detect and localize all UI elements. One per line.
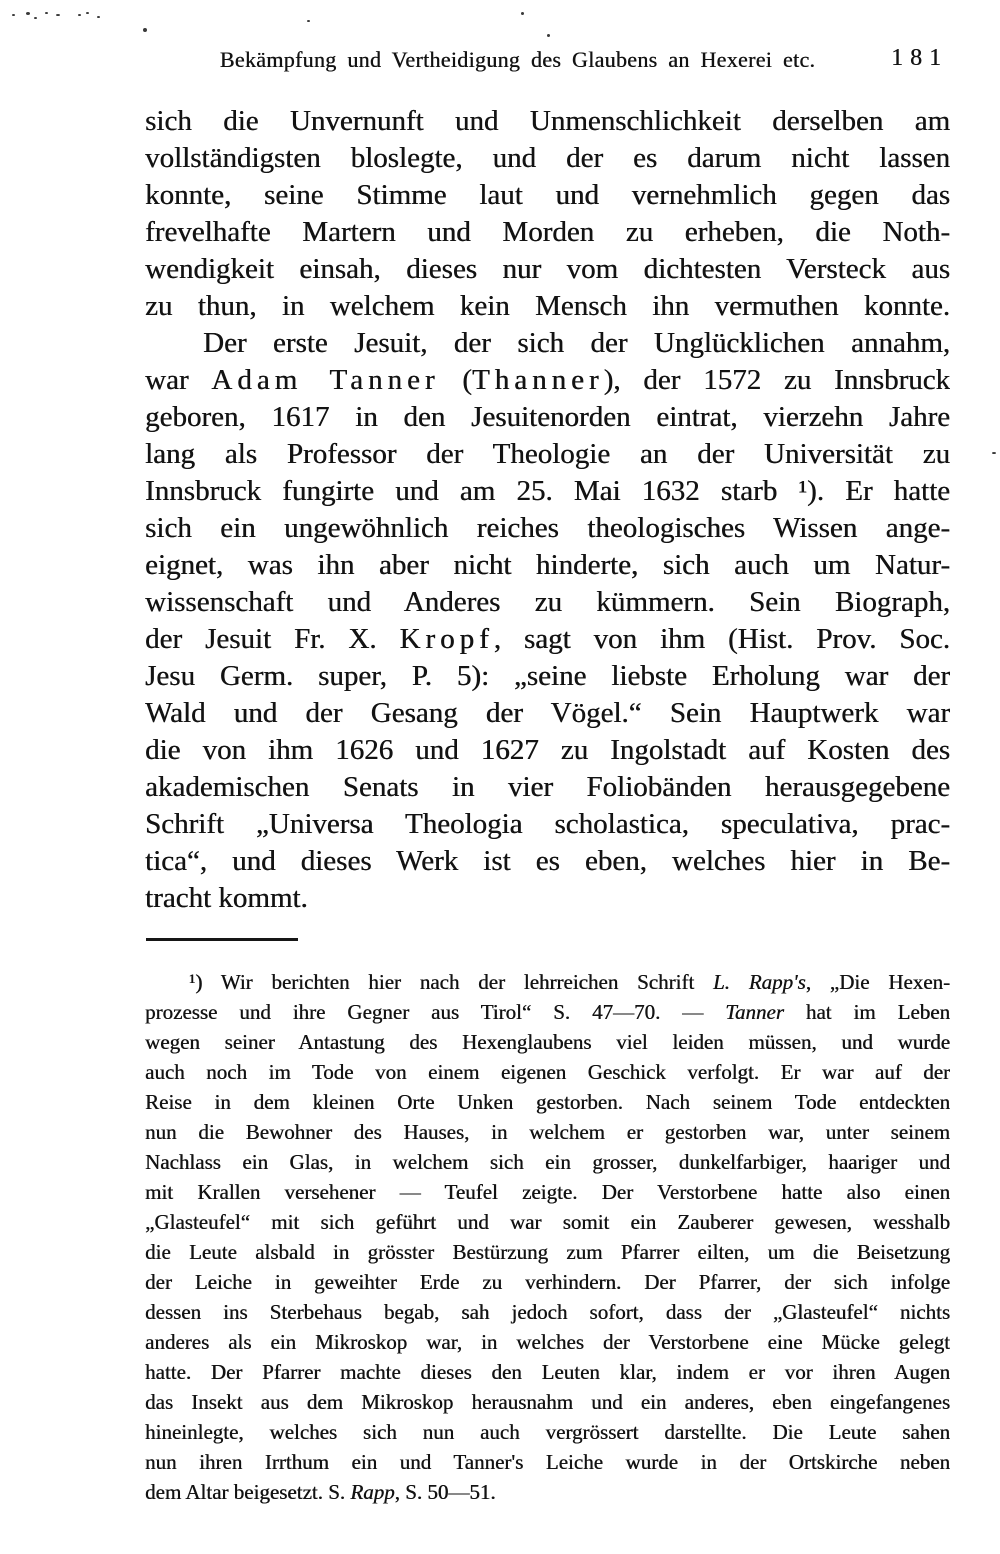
text-run: ( bbox=[439, 364, 472, 396]
scan-speck bbox=[143, 28, 147, 32]
text-run: Schrift „Universa Theologia scholastica, speculativa, prac- bbox=[145, 808, 950, 840]
scan-speck bbox=[521, 12, 524, 15]
text-line bbox=[145, 695, 950, 732]
text-line bbox=[145, 1297, 950, 1327]
text-line bbox=[145, 880, 950, 917]
text-line bbox=[145, 473, 950, 510]
text-run: tracht kommt. bbox=[145, 882, 308, 914]
scan-speck bbox=[26, 12, 30, 15]
text-run: prozesse und ihre Gegner aus Tirol“ S. 47—70. — bbox=[145, 1000, 726, 1024]
text-run: die Leute alsbald in grösster Bestürzung zum Pfarrer eilten, um die Beisetzung bbox=[145, 1240, 950, 1264]
text-run: zu thun, in welchem kein Mensch ihn vermuthen konnte. bbox=[145, 290, 950, 322]
text-run: tica“, und dieses Werk ist es eben, welches hier in Be- bbox=[145, 845, 950, 877]
text-run: die von ihm 1626 und 1627 zu Ingolstadt auf Kosten des bbox=[145, 734, 950, 766]
scan-speck bbox=[992, 452, 996, 454]
text-line bbox=[145, 362, 950, 399]
footnote-divider bbox=[146, 938, 298, 941]
text-line bbox=[145, 1177, 950, 1207]
letterspaced-name: Kropf bbox=[399, 623, 494, 655]
text-run: hat im Leben bbox=[783, 1000, 950, 1024]
text-line bbox=[145, 103, 950, 140]
text-line bbox=[145, 1477, 950, 1507]
text-run: der Jesuit Fr. X. bbox=[145, 623, 400, 655]
text-line bbox=[145, 732, 950, 769]
text-run: Jesu Germ. super, P. 5): „seine liebste Erholung war der bbox=[145, 660, 950, 692]
text-line bbox=[145, 1057, 950, 1087]
text-run: war bbox=[145, 364, 212, 396]
scan-speck bbox=[307, 20, 310, 22]
text-line bbox=[145, 510, 950, 547]
page-header bbox=[145, 47, 950, 79]
text-line bbox=[145, 1417, 950, 1447]
text-line bbox=[145, 1117, 950, 1147]
text-line bbox=[145, 177, 950, 214]
italic-text: L. Rapp's bbox=[712, 970, 806, 994]
letterspaced-name: Adam Tanner bbox=[211, 364, 440, 396]
text-line bbox=[145, 140, 950, 177]
text-run: eignet, was ihn aber nicht hinderte, sich auch um Natur- bbox=[145, 549, 950, 581]
text-run: mit Krallen versehener — Teufel zeigte. Der Verstorbene hatte also einen bbox=[145, 1180, 950, 1204]
text-run: Der erste Jesuit, der sich der Unglücklichen annahm, bbox=[203, 327, 950, 359]
text-line bbox=[145, 436, 950, 473]
text-run: anderes als ein Mikroskop war, in welches der Verstorbene eine Mücke gelegt bbox=[145, 1330, 950, 1354]
scan-speck bbox=[45, 12, 48, 14]
text-run: , S. 50—51. bbox=[394, 1480, 496, 1504]
text-line bbox=[145, 251, 950, 288]
text-run: nun ihren Irrthum ein und Tanner's Leiche wurde in der Ortskirche neben bbox=[145, 1450, 950, 1474]
text-run: geboren, 1617 in den Jesuitenorden eintrat, vierzehn Jahre bbox=[145, 401, 950, 433]
text-line bbox=[145, 843, 950, 880]
text-line bbox=[145, 1027, 950, 1057]
text-run: lang als Professor der Theologie an der Universität zu bbox=[145, 438, 950, 470]
text-run: hatte. Der Pfarrer machte dieses den Leuten klar, indem er vor ihren Augen bbox=[145, 1360, 950, 1384]
text-run: , sagt von ihm (Hist. Prov. Soc. bbox=[493, 623, 950, 655]
text-line bbox=[145, 621, 950, 658]
text-line bbox=[145, 806, 950, 843]
text-run: Wald und der Gesang der Vögel.“ Sein Hauptwerk war bbox=[145, 697, 950, 729]
scan-speck bbox=[97, 16, 100, 18]
text-run: das Insekt aus dem Mikroskop herausnahm und ein anderes, eben eingefangenes bbox=[145, 1390, 950, 1414]
text-run: , „Die Hexen- bbox=[805, 970, 950, 994]
text-line bbox=[145, 769, 950, 806]
text-run: sich die Unvernunft und Unmenschlichkeit derselben am bbox=[145, 105, 950, 137]
text-run: frevelhafte Martern und Morden zu erheben, die Noth- bbox=[145, 216, 950, 248]
text-run: vollständigsten bloslegte, und der es darum nicht lassen bbox=[145, 142, 950, 174]
text-run: ), der 1572 zu Innsbruck bbox=[603, 364, 950, 396]
text-run: konnte, seine Stimme laut und vernehmlich gegen das bbox=[145, 179, 950, 211]
text-run: wegen seiner Antastung des Hexenglaubens viel leiden müssen, und wurde bbox=[145, 1030, 950, 1054]
text-line bbox=[145, 547, 950, 584]
scan-speck bbox=[547, 34, 550, 37]
text-line bbox=[145, 1087, 950, 1117]
text-run: hineinlegte, welches sich nun auch vergrössert darstellte. Die Leute sahen bbox=[145, 1420, 950, 1444]
text-line bbox=[145, 1207, 950, 1237]
text-line bbox=[145, 1447, 950, 1477]
running-title: Bekämpfung und Vertheidigung des Glaubens an Hexerei etc. bbox=[219, 47, 816, 72]
text-line bbox=[145, 584, 950, 621]
text-run: sich ein ungewöhnlich reiches theologisches Wissen ange- bbox=[145, 512, 950, 544]
text-line bbox=[145, 1357, 950, 1387]
letterspaced-name: Thanner bbox=[471, 364, 604, 396]
italic-text: Tanner bbox=[725, 1000, 784, 1024]
text-line bbox=[145, 967, 950, 997]
text-run: Reise in dem kleinen Orte Unken gestorben. Nach seinem Tode entdeckten bbox=[145, 1090, 950, 1114]
footnote-text bbox=[145, 967, 950, 1507]
text-line bbox=[145, 399, 950, 436]
text-run: der Leiche in geweihter Erde zu verhindern. Der Pfarrer, der sich infolge bbox=[145, 1270, 950, 1294]
text-line bbox=[145, 288, 950, 325]
text-run: „Glasteufel“ mit sich geführt und war somit ein Zauberer gewesen, wesshalb bbox=[145, 1210, 950, 1234]
text-run: dessen ins Sterbehaus begab, sah jedoch sofort, dass der „Glasteufel“ nichts bbox=[145, 1300, 950, 1324]
text-run: wissenschaft und Anderes zu kümmern. Sein Biograph, bbox=[145, 586, 950, 618]
body-text bbox=[145, 103, 950, 917]
scan-speck bbox=[86, 12, 89, 14]
text-line bbox=[145, 1147, 950, 1177]
text-line bbox=[145, 997, 950, 1027]
scan-speck bbox=[78, 14, 81, 16]
text-run: nun die Bewohner des Hauses, in welchem er gestorben war, unter seinem bbox=[145, 1120, 950, 1144]
scan-speck bbox=[56, 14, 60, 16]
italic-text: Rapp bbox=[350, 1480, 395, 1504]
text-run: Innsbruck fungirte und am 25. Mai 1632 starb ¹). Er hatte bbox=[145, 475, 950, 507]
scan-speck bbox=[12, 14, 15, 16]
text-line bbox=[145, 1327, 950, 1357]
text-line bbox=[145, 325, 950, 362]
text-line bbox=[145, 214, 950, 251]
page-number: 181 bbox=[891, 45, 948, 71]
text-run: akademischen Senats in vier Foliobänden herausgegebene bbox=[145, 771, 950, 803]
text-line bbox=[145, 1267, 950, 1297]
text-line bbox=[145, 658, 950, 695]
scan-speck bbox=[34, 17, 37, 19]
text-line bbox=[145, 1237, 950, 1267]
text-run: auch noch im Tode von einem eigenen Geschick verfolgt. Er war auf der bbox=[145, 1060, 950, 1084]
text-run: ¹) Wir berichten hier nach der lehrreichen Schrift bbox=[189, 970, 713, 994]
text-line bbox=[145, 1387, 950, 1417]
text-run: Nachlass ein Glas, in welchem sich ein grosser, dunkelfarbiger, haariger und bbox=[145, 1150, 950, 1174]
text-run: dem Altar beigesetzt. S. bbox=[145, 1480, 351, 1504]
text-run: wendigkeit einsah, dieses nur vom dichtesten Versteck aus bbox=[145, 253, 950, 285]
